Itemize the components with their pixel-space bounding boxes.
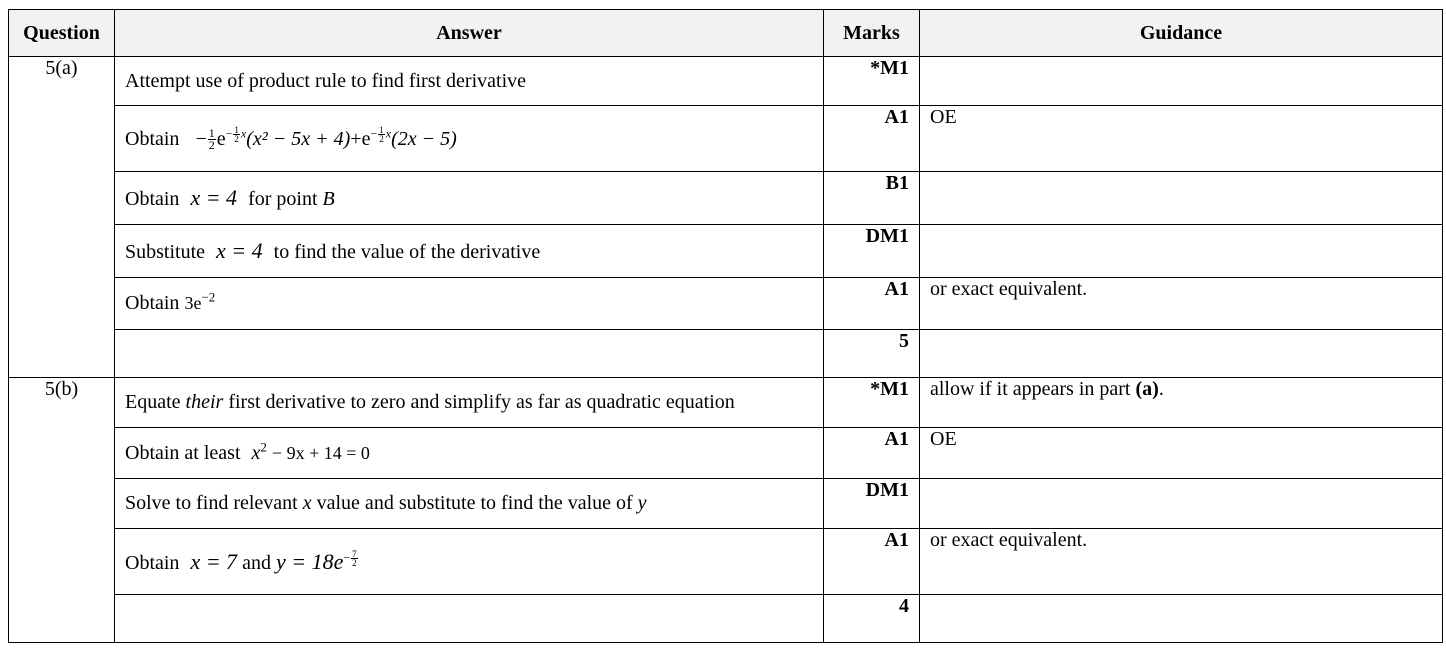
answer-cell [115,479,824,529]
exponent: − $\frac{1}{2}$ x [225,124,247,144]
answer-cell [115,106,824,172]
header-marks: Marks [824,10,920,57]
exp-base: e [216,127,226,150]
total-row [9,595,1443,643]
answer-cell [115,595,824,643]
guidance-cell [920,330,1443,378]
total-row [9,330,1443,378]
guidance-text: allow if it appears in part [930,378,1131,400]
math-expression: x = 7 [190,548,238,574]
table-row [9,225,1443,278]
mark-scheme-table [8,9,1443,643]
answer-cell [115,428,824,479]
table-row [9,106,1443,172]
table-row [9,378,1443,428]
guidance-cell [920,225,1443,278]
answer-cell [115,378,824,428]
guidance-cell: or exact equivalent. [920,529,1443,595]
quadratic-factor: (x² − 5x + 4) [246,127,351,150]
answer-cell [115,225,824,278]
answer-prefix: Obtain [125,551,180,574]
answer-prefix: Obtain [125,127,180,150]
header-guidance: Guidance [920,10,1443,57]
header-row [9,10,1443,57]
exp-base: e [361,127,371,150]
math-exponent: 2 [260,438,267,454]
guidance-cell [920,479,1443,529]
guidance-text: . [1158,378,1164,400]
plus-sign: + [350,127,362,150]
table-row [9,428,1443,479]
point-label: B [322,188,335,210]
answer-prefix: Obtain at least [125,441,241,464]
part-reference: (a) [1135,378,1159,400]
header-answer: Answer [115,10,824,57]
math-variable: x [302,492,312,514]
total-marks-5b: 4 [824,595,920,643]
mark-cell: A1 [824,529,920,595]
table-row [9,172,1443,225]
answer-text: Solve to find relevant [125,492,298,514]
math-exponent: −2 [201,289,216,305]
answer-text: Equate [125,391,181,413]
guidance-cell: OE [920,106,1443,172]
table-row [9,479,1443,529]
answer-text: value and substitute to find the value of [316,492,633,514]
question-label-5b: 5(b) [9,378,115,643]
math-variable: x [251,441,261,464]
math-expression: x = 4 [190,185,238,210]
mark-cell: *M1 [824,378,920,428]
mark-cell: A1 [824,428,920,479]
answer-suffix: to find the value of the derivative [273,241,541,263]
question-label-5a: 5(a) [9,57,115,378]
math-variable: y [637,492,647,514]
half-fraction: $\frac{1}{2}$ [208,126,215,153]
math-expression: x = 4 [216,238,263,263]
answer-cell [115,330,824,378]
exponent: − $\frac{1}{2}$ x [370,124,392,144]
answer-suffix: for point [248,188,318,210]
guidance-cell [920,595,1443,643]
emphasis-their: their [185,391,224,413]
linear-factor: (2x − 5) [391,127,457,150]
mark-cell: B1 [824,172,920,225]
answer-cell [115,278,824,330]
minus-sign: − [195,127,207,150]
header-question: Question [9,10,115,57]
math-expression: − 9x + 14 = 0 [271,442,370,463]
answer-cell: Attempt use of product rule to find first derivative [115,57,824,106]
table-row [9,57,1443,106]
math-expression: y = 18e [275,548,344,574]
guidance-cell: OE [920,428,1443,479]
guidance-cell [920,378,1443,428]
answer-text: first derivative to zero and simplify as far as quadratic equation [228,391,735,413]
table-row [9,529,1443,595]
guidance-cell [920,172,1443,225]
total-marks-5a: 5 [824,330,920,378]
answer-prefix: Substitute [125,241,206,263]
guidance-cell: or exact equivalent. [920,278,1443,330]
answer-prefix: Obtain [125,292,180,314]
answer-cell [115,172,824,225]
table-row [9,278,1443,330]
math-base: 3e [184,293,202,313]
answer-prefix: Obtain [125,188,180,210]
mark-cell: A1 [824,278,920,330]
answer-text: and [242,551,271,574]
answer-cell [115,529,824,595]
mark-cell: DM1 [824,479,920,529]
guidance-cell [920,57,1443,106]
mark-cell: A1 [824,106,920,172]
derivative-expression [195,124,457,153]
exponent: − $\frac{7}{2}$ [343,548,357,568]
mark-cell: *M1 [824,57,920,106]
mark-cell: DM1 [824,225,920,278]
